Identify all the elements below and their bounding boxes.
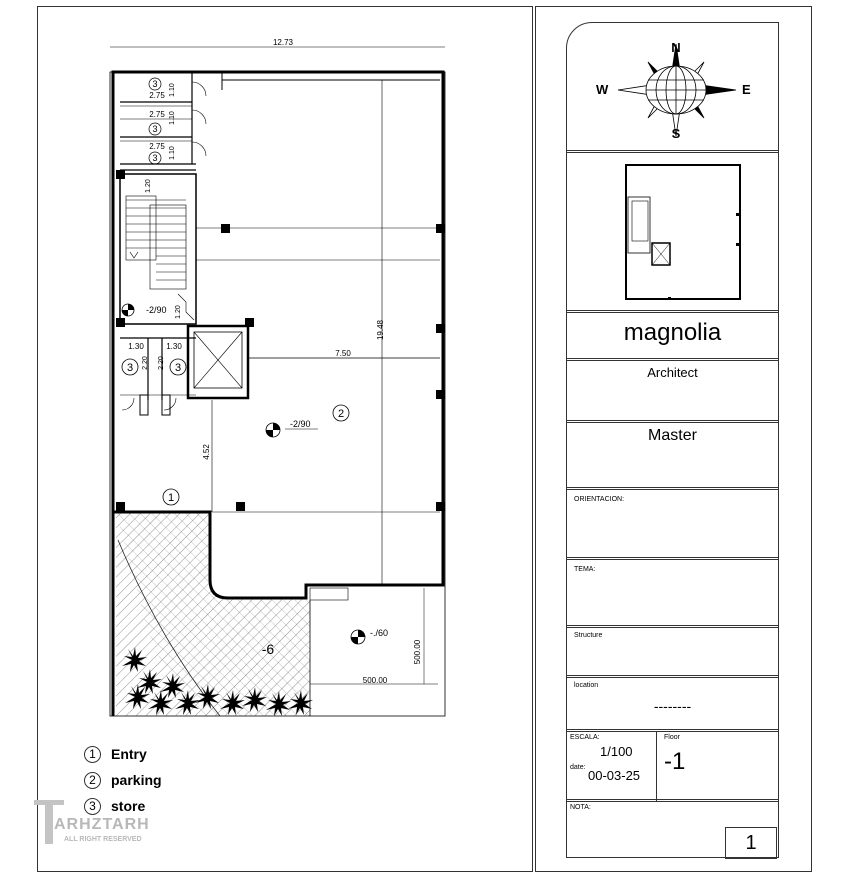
compass-s: S xyxy=(671,126,681,141)
compass-e: E xyxy=(742,82,751,97)
store-rooms xyxy=(120,72,206,170)
architect-label: Architect xyxy=(647,365,698,380)
watermark-logo xyxy=(30,798,190,848)
watermark-brand: ARHZTARH xyxy=(54,816,150,833)
stair-level-label: -2/90 xyxy=(146,305,167,315)
elevator xyxy=(188,326,248,398)
dim-500-horizontal: 500.00 xyxy=(362,676,388,685)
architect-cell xyxy=(566,358,779,420)
ramp-level-label: -6 xyxy=(261,641,275,657)
small-store-dim-220a: 2.20 xyxy=(142,356,149,370)
small-store-tag-a: 3 xyxy=(126,362,134,374)
nota-cell xyxy=(566,799,779,857)
dim-452: 4.52 xyxy=(202,444,211,460)
store-tag-c: 3 xyxy=(152,153,158,163)
project-name: magnolia xyxy=(623,319,722,346)
watermark-sub: ALL RIGHT RESERVED xyxy=(64,836,142,843)
legend-num: 3 xyxy=(84,798,101,815)
legend-label: Entry xyxy=(111,746,147,762)
legend-num: 2 xyxy=(84,772,101,789)
parking-tag: 2 xyxy=(337,408,345,420)
location-label: location xyxy=(574,682,599,689)
floor-label: Floor xyxy=(664,734,680,741)
store-tag-b: 3 xyxy=(152,124,158,134)
store-tag-a: 3 xyxy=(152,79,158,89)
orientation-label: ORIENTACION: xyxy=(574,496,625,503)
date-label: date: xyxy=(570,764,586,771)
legend-num: 1 xyxy=(84,746,101,763)
store-dim-h3: 1.10 xyxy=(169,146,176,160)
store-dim-3: 2.75 xyxy=(149,142,165,151)
structural-columns xyxy=(116,170,445,511)
store-dim-2: 2.75 xyxy=(149,110,165,119)
store-dim-h2: 1.10 xyxy=(169,111,176,125)
escala-label: ESCALA: xyxy=(570,734,600,741)
escala-value: 1/100 xyxy=(600,744,633,759)
stair-dim-120a: 1.20 xyxy=(145,179,152,193)
stair-dim-120b: 1.20 xyxy=(175,305,182,319)
sheet-number: 1 xyxy=(725,827,777,859)
entry-tag: 1 xyxy=(167,492,175,504)
legend-item-entry xyxy=(84,744,147,764)
small-store-dim-130b: 1.30 xyxy=(166,342,182,351)
project-name-cell xyxy=(566,310,779,360)
small-store-tag-b: 3 xyxy=(174,362,182,374)
tema-label: TEMA: xyxy=(574,566,596,573)
compass-rose xyxy=(590,38,760,142)
date-value: 00-03-25 xyxy=(588,768,641,783)
yard-level-label: -./60 xyxy=(370,628,389,638)
structure-label: Structure xyxy=(574,632,603,639)
orientation-cell xyxy=(566,487,779,557)
floor-value: -1 xyxy=(664,748,686,775)
dim-750: 7.50 xyxy=(335,349,351,358)
structure-cell xyxy=(566,625,779,675)
compass-n: N xyxy=(671,40,681,55)
location-value: -------- xyxy=(653,698,692,714)
stairwell xyxy=(120,174,196,324)
parking-level-label: -2/90 xyxy=(290,419,311,429)
small-store-dim-220b: 2.20 xyxy=(158,356,165,370)
dim-1948: 19.48 xyxy=(376,319,385,341)
master-cell xyxy=(566,420,779,486)
small-store-dim-130a: 1.30 xyxy=(128,342,144,351)
nota-label: NOTA: xyxy=(570,804,591,811)
key-plan-thumbnail xyxy=(624,163,744,303)
store-dim-1: 2.75 xyxy=(149,91,165,100)
legend-label: store xyxy=(111,798,146,814)
dim-500-vertical: 500.00 xyxy=(413,639,422,665)
store-dim-h1: 1.10 xyxy=(169,83,176,97)
key-plan-cell xyxy=(566,150,779,310)
legend-item-parking xyxy=(84,770,162,790)
compass-w: W xyxy=(596,82,609,97)
legend-label: parking xyxy=(111,772,162,788)
location-cell xyxy=(566,675,779,729)
dim-width-label: 12.73 xyxy=(272,38,294,47)
tema-cell xyxy=(566,557,779,625)
scale-date-floor-cell xyxy=(566,729,779,799)
master-label: Master xyxy=(648,427,697,444)
